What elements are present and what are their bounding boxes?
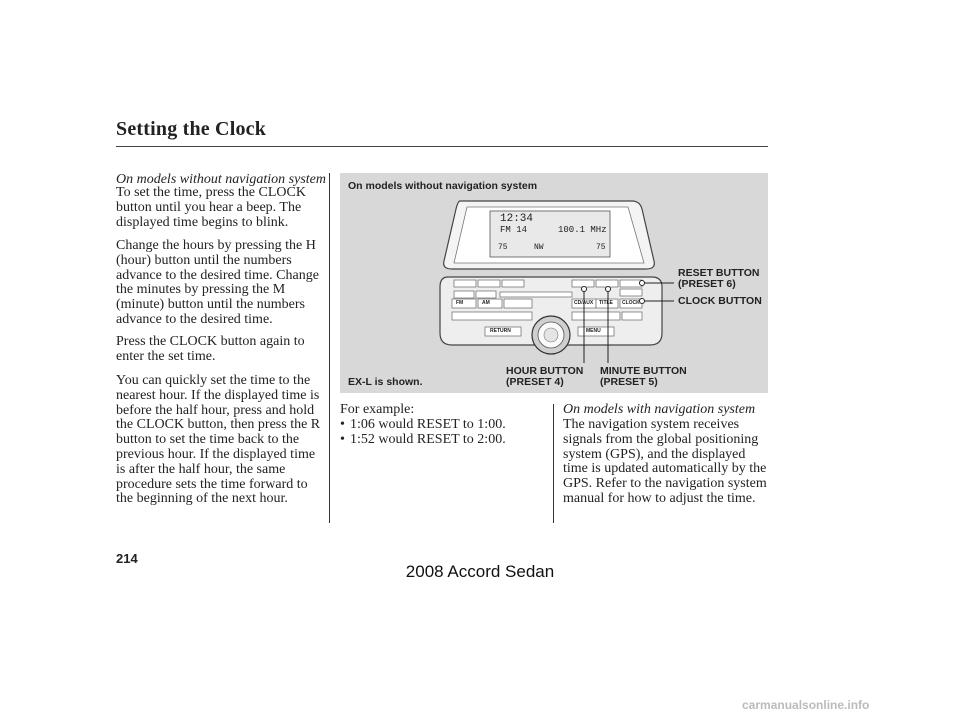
- text-line: signals from the global positioning: [563, 431, 759, 447]
- text-line: previous hour. If the displayed time: [116, 446, 316, 462]
- figure-caption-top: On models without navigation system: [348, 180, 538, 192]
- display-temp-left: 75: [498, 243, 508, 252]
- callout-line: (PRESET 5): [600, 376, 658, 388]
- text-line: the minutes by pressing the M: [116, 282, 286, 298]
- callout-minute-button: [600, 366, 687, 388]
- right-para: [563, 418, 767, 507]
- text-line: procedure sets the time forward to: [116, 476, 308, 492]
- text-line: button until you hear a beep. The: [116, 199, 302, 215]
- list-item-text: 1:06 would RESET to 1:00.: [350, 417, 506, 432]
- text-line: The navigation system receives: [563, 417, 740, 432]
- column-divider-left: [329, 173, 330, 523]
- list-item: • 1:52 would RESET to 2:00.: [340, 431, 506, 447]
- text-line: (hour) button until the numbers: [116, 252, 292, 268]
- list-item-text: 1:52 would RESET to 2:00.: [350, 431, 506, 447]
- am-button[interactable]: AM: [482, 300, 490, 306]
- callout-line: MINUTE BUTTON: [600, 365, 687, 377]
- watermark: carmanualsonline.info: [742, 698, 870, 712]
- left-para-2: [116, 239, 319, 328]
- right-subhead: On models with navigation system: [563, 402, 756, 417]
- page-number: 214: [116, 551, 138, 566]
- text-line: is after the half hour, the same: [116, 461, 286, 477]
- text-line: Change the hours by pressing the H: [116, 238, 316, 253]
- callout-line: RESET BUTTON: [678, 267, 760, 279]
- menu-button[interactable]: MENU: [586, 328, 601, 334]
- text-line: the CLOCK button, then press the R: [116, 417, 321, 433]
- text-line: system (GPS), and the displayed: [563, 446, 746, 462]
- left-para-1: [116, 186, 306, 230]
- text-line: Press the CLOCK button again to: [116, 334, 305, 349]
- page-title: Setting the Clock: [116, 118, 267, 140]
- display-temp-right: 75: [596, 243, 606, 252]
- callout-line: HOUR BUTTON: [506, 365, 584, 377]
- middle-intro: For example:: [340, 402, 415, 417]
- left-subhead: On models without navigation system: [116, 172, 326, 187]
- text-line: before the half hour, press and hold: [116, 402, 315, 418]
- callout-clock-button: CLOCK BUTTON: [678, 295, 762, 307]
- radio-panel-figure: [340, 173, 768, 393]
- callout-line: (PRESET 4): [506, 376, 564, 388]
- text-line: GPS. Refer to the navigation system: [563, 476, 767, 492]
- footer-model: 2008 Accord Sedan: [405, 562, 555, 581]
- return-button[interactable]: RETURN: [490, 328, 511, 334]
- list-item: • 1:06 would RESET to 1:00.: [340, 417, 506, 432]
- clock-button[interactable]: CLOCK: [622, 300, 640, 306]
- display-time: 12:34: [500, 213, 534, 225]
- text-line: button to set the time back to the: [116, 432, 300, 448]
- text-line: To set the time, press the CLOCK: [116, 185, 306, 200]
- text-line: time is updated automatically by the: [563, 461, 767, 477]
- left-para-3: [116, 335, 305, 365]
- display-band: FM 14: [500, 225, 528, 235]
- column-divider-right: [553, 404, 554, 523]
- text-line: displayed time begins to blink.: [116, 214, 289, 230]
- text-line: nearest hour. If the displayed time is: [116, 387, 320, 403]
- callout-line: (PRESET 6): [678, 278, 736, 290]
- text-line: You can quickly set the time to the: [116, 373, 311, 388]
- header-rule: [116, 146, 768, 147]
- text-line: advance to the desired time. Change: [116, 267, 319, 283]
- middle-bullet-list: [340, 418, 506, 448]
- figure-caption-bottom: EX-L is shown.: [348, 376, 423, 388]
- display-frequency: 100.1 MHz: [558, 225, 607, 235]
- display-direction: NW: [534, 243, 544, 252]
- text-line: enter the set time.: [116, 348, 216, 364]
- text-line: (minute) button until the numbers: [116, 297, 305, 313]
- callout-reset-button: [678, 268, 759, 290]
- text-line: the beginning of the next hour.: [116, 491, 288, 507]
- fm-button[interactable]: FM: [456, 300, 464, 306]
- cd-aux-button[interactable]: CD/AUX: [574, 300, 594, 306]
- left-para-4: [116, 374, 320, 507]
- text-line: manual for how to adjust the time.: [563, 490, 756, 506]
- text-line: advance to the desired time.: [116, 311, 273, 327]
- callout-hour-button: [506, 366, 583, 388]
- title-button[interactable]: TITLE: [599, 300, 613, 306]
